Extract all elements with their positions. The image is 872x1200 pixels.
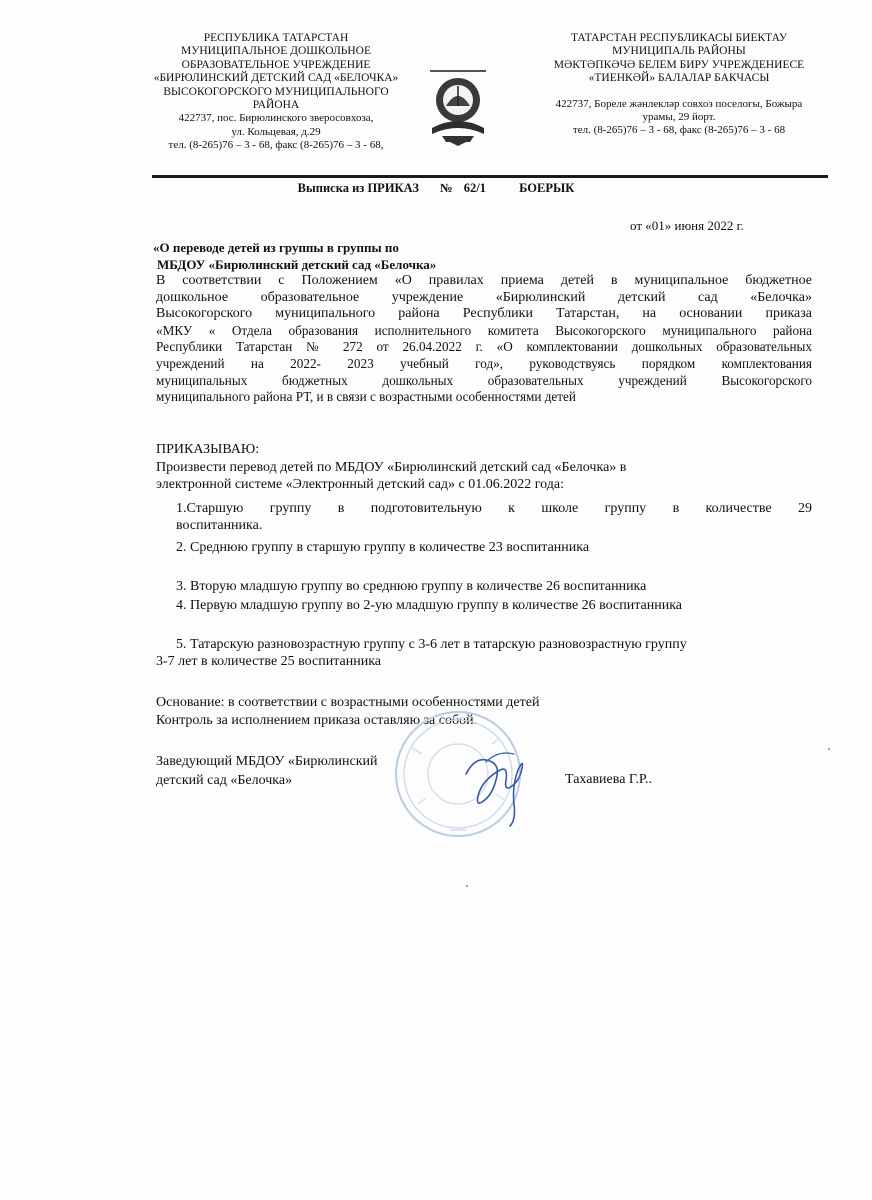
signatory-name: Тахавиева Г.Р.. — [565, 772, 652, 787]
header-right-line: МУНИЦИПАЛЬ РАЙОНЫ — [612, 45, 746, 58]
signatory-position — [156, 752, 377, 790]
signatory-position-line: Заведующий МБДОУ «Бирюлинский — [156, 754, 378, 769]
handwritten-signature-icon — [452, 740, 562, 830]
control-line: Контроль за исполнением приказа оставляю за собой. — [156, 713, 478, 728]
scan-speck — [466, 885, 468, 887]
order-item-2: 2. Среднюю группу в старшую группу в количестве 23 воспитанника — [176, 540, 590, 555]
order-keyword: ПРИКАЗЫВАЮ: — [156, 442, 260, 457]
order-date: от «01» июня 2022 г. — [630, 218, 744, 233]
preamble-line: учреждений на 2022- 2023 учебный год», руководствуясь порядком комплектования — [156, 355, 812, 371]
header-left-phone: тел. (8-265)76 – 3 - 68, факс (8-265)76 – 3 - 68, — [168, 139, 384, 152]
preamble-line: «МКУ « Отдела образования исполнительного комитета Высокогорского муниципального района — [156, 322, 812, 338]
header-left-line: ОБРАЗОВАТЕЛЬНОЕ УЧРЕЖДЕНИЕ — [181, 58, 371, 71]
order-intro — [156, 459, 626, 493]
header-right-block — [520, 32, 838, 138]
order-number: 62/1 — [463, 181, 486, 195]
order-item-line: 1.Старшую группу в подготовительную к школе группу в количестве 29 — [176, 501, 812, 516]
header-left-address: 422737, пос. Бирюлинского зверосовхоза, — [178, 112, 374, 125]
preamble-line: муниципальных бюджетных дошкольных образовательных учреждений Высокогорского — [156, 372, 812, 388]
subject-line: МБДОУ «Бирюлинский детский сад «Белочка» — [157, 257, 437, 272]
basis-line: Основание: в соответствии с возрастными особенностями детей — [156, 695, 540, 710]
order-item-5 — [156, 636, 816, 670]
preamble-line: В соответствии с Положением «О правилах приема детей в муниципальное бюджетное — [156, 273, 812, 288]
tatarstan-coat-of-arms-icon — [428, 70, 488, 146]
header-right-line: ТАТАРСТАН РЕСПУБЛИКАСЫ БИЕКТАУ — [570, 32, 788, 44]
signatory-position-line: детский сад «Белочка» — [156, 773, 293, 788]
order-item-4: 4. Первую младшую группу во 2-ую младшую группу в количестве 26 воспитанника — [176, 598, 682, 613]
order-intro-line: Произвести перевод детей по МБДОУ «Бирюлинский детский сад «Белочка» в — [156, 460, 627, 475]
header-right-line: МӘКТӘПКӘЧӘ БЕЛЕМ БИРУ УЧРЕЖДЕНИЕСЕ — [553, 58, 805, 71]
preamble-line: дошкольное образовательное учреждение «Бирюлинский детский сад «Белочка» — [156, 289, 812, 305]
header-left-address: ул. Кольцевая, д.29 — [231, 125, 321, 138]
header-right-phone: тел. (8-265)76 – 3 - 68, факс (8-265)76 – 3 - 68 — [572, 124, 786, 137]
subject-line: «О переводе детей из группы в группы по — [153, 240, 399, 255]
order-item-line: 5. Татарскую разновозрастную группу с 3-6 лет в татарскую разновозрастную группу — [176, 637, 687, 652]
header-divider — [152, 175, 828, 178]
order-item-3: 3. Вторую младшую группу во среднюю группу в количестве 26 воспитанника — [176, 579, 647, 594]
header-left-line: РАЙОНА — [252, 99, 300, 112]
preamble-line: муниципального района РТ, и в связи с возрастными особенностями детей — [156, 389, 576, 405]
order-number-sign: № — [440, 181, 453, 195]
preamble-paragraph — [156, 273, 812, 406]
order-intro-line: электронной системе «Электронный детский сад» с 01.06.2022 года: — [156, 477, 564, 492]
header-left-block — [140, 32, 412, 153]
header-right-address: 422737, Бореле жәнлекләр совхоз поселогы, Божыра — [555, 97, 803, 110]
header-right-line: «ТИЕНКӘЙ» БАЛАЛАР БАКЧАСЫ — [588, 72, 770, 85]
header-right-address: урамы, 29 йорт. — [642, 111, 716, 124]
header-left-line: РЕСПУБЛИКА ТАТАРСТАН — [203, 32, 349, 44]
order-title-tatar: БОЕРЫК — [519, 181, 575, 195]
order-title: Выписка из ПРИКАЗ — [297, 181, 419, 195]
order-heading — [0, 181, 872, 196]
order-subject — [153, 239, 436, 273]
order-item-line: воспитанника. — [176, 518, 263, 533]
preamble-line: Республики Татарстан № 272 от 26.04.2022 г. «О комплектовании дошкольных образовательных — [156, 339, 812, 355]
header-left-line: МУНИЦИПАЛЬНОЕ ДОШКОЛЬНОЕ — [180, 45, 371, 58]
header-left-line: «БИРЮЛИНСКИЙ ДЕТСКИЙ САД «БЕЛОЧКА» — [153, 72, 399, 85]
order-item-line: 3-7 лет в количестве 25 воспитанника — [156, 654, 381, 669]
preamble-line: Высокогорского муниципального района Республики Татарстан, на основании приказа — [156, 306, 812, 322]
header-left-line: ВЫСОКОГОРСКОГО МУНИЦИПАЛЬНОГО — [163, 85, 389, 98]
order-item-1 — [176, 500, 812, 534]
scan-speck — [828, 748, 830, 750]
